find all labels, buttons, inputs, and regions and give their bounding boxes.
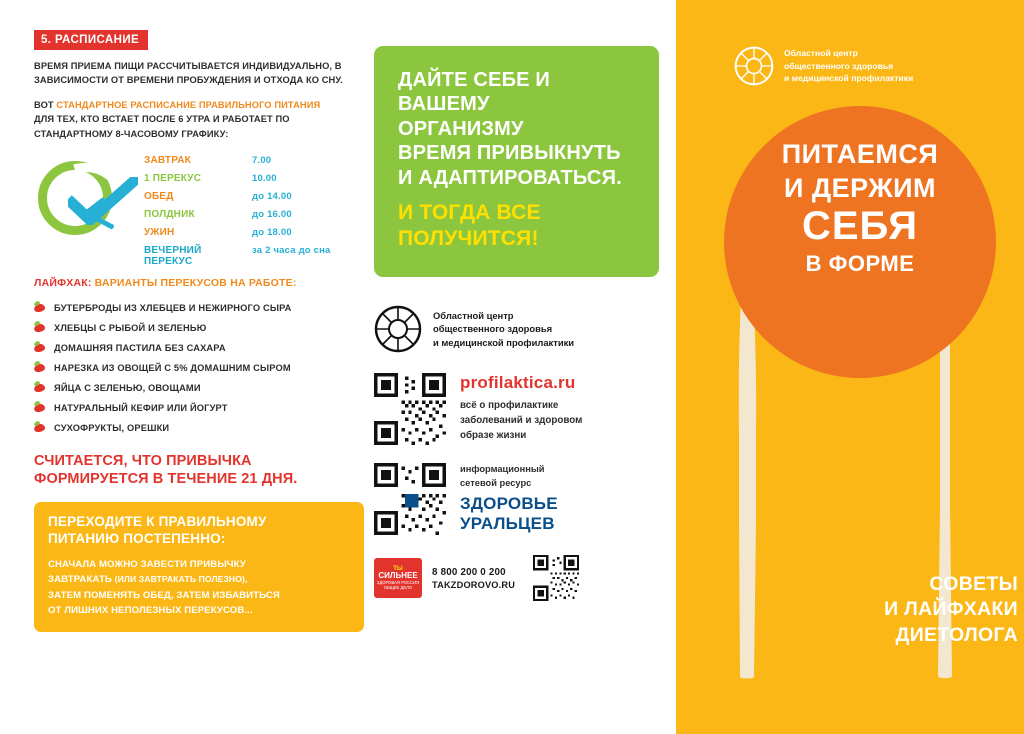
qr-code-icon[interactable] [374, 373, 446, 445]
paragraph-prefix: ВОТ [34, 99, 57, 110]
berry-icon [33, 303, 45, 313]
schedule-row [144, 209, 364, 227]
list-item [34, 338, 364, 358]
callout-text-line-1: СНАЧАЛА МОЖНО ЗАВЕСТИ ПРИВЫЧКУ [48, 559, 246, 571]
badge-sub-label: ЗДОРОВАЯ РОССИЯ ОБЩЕЕ ДЕЛО [376, 580, 420, 591]
motivation-line-4: И АДАПТИРОВАТЬСЯ. [398, 166, 622, 189]
list-item [34, 398, 364, 418]
resource-subtitle-line-1: информационный [460, 464, 545, 475]
motivation-line-1: ДАЙТЕ СЕБЕ И ВАШЕМУ [398, 69, 551, 116]
qr-profilaktica-text [460, 373, 582, 443]
check-icon [68, 177, 138, 225]
callout-text [48, 557, 350, 618]
snack-list [34, 298, 364, 438]
motivation-highlight [398, 200, 639, 251]
callout-text-line-2 [48, 572, 350, 587]
schedule-row [144, 173, 364, 191]
list-item [34, 298, 364, 318]
section-title: 5. РАСПИСАНИЕ [34, 30, 148, 50]
badge-top-label: ТЫ [393, 565, 403, 572]
habit-line-2: ФОРМИРУЕТСЯ В ТЕЧЕНИЕ 21 ДНЯ. [34, 471, 298, 488]
schedule-meal-name: ЗАВТРАК [144, 155, 191, 167]
callout-text-line-4: ОТ ЛИШНИХ НЕПОЛЕЗНЫХ ПЕРЕКУСОВ... [48, 605, 253, 617]
list-item-label: НАРЕЗКА ИЗ ОВОЩЕЙ С 5% ДОМАШНИМ СЫРОМ [54, 363, 291, 374]
middle-column [374, 46, 659, 601]
list-item [34, 318, 364, 338]
cover-subtitle-line-3: ДИЕТОЛОГА [895, 623, 1018, 646]
schedule-meal-time: до 18.00 [252, 227, 292, 239]
cover-title-line-1: ПИТАЕМСЯ [781, 139, 939, 169]
lifehack-heading [34, 277, 364, 289]
list-item [34, 378, 364, 398]
badge-mid-label: СИЛЬНЕЕ [378, 571, 418, 581]
paragraph-tail: ДЛЯ ТЕХ, КТО ВСТАЕТ ПОСЛЕ 6 УТРА И РАБОТАЕТ ПО СТАНДАРТНОМУ 8-ЧАСОВОМУ ГРАФИКУ: [34, 114, 290, 139]
schedule-meal-time: до 16.00 [252, 209, 292, 221]
cover-logo-line-3: и медицинской профилактики [784, 73, 914, 84]
callout-title [48, 514, 350, 548]
schedule-meal-time: 7.00 [252, 155, 272, 167]
callout-title-line-2: ПИТАНИЮ ПОСТЕПЕННО: [48, 531, 226, 547]
berry-icon [33, 343, 45, 353]
list-item-label: ХЛЕБЦЫ С РЫБОЙ И ЗЕЛЕНЬЮ [54, 323, 207, 334]
hotline-phone[interactable]: 8 800 200 0 200 [432, 566, 506, 578]
schedule-row [144, 245, 364, 268]
organization-logo [374, 305, 659, 353]
resource-title-line-1: ЗДОРОВЬЕ [460, 494, 558, 514]
logo-line-2: общественного здоровья [433, 323, 553, 335]
callout-box [34, 502, 364, 632]
list-item [34, 418, 364, 438]
schedule-meal-time: за 2 часа до сна [252, 245, 331, 257]
hotline-block [374, 555, 659, 601]
berry-icon [33, 423, 45, 433]
cover-subtitle-line-1: СОВЕТЫ [929, 573, 1018, 595]
standard-schedule-paragraph [34, 98, 364, 141]
plate-shape [724, 106, 996, 378]
schedule-meal-name: УЖИН [144, 227, 175, 239]
cover-subtitle [806, 572, 1018, 648]
motivation-highlight-1: И ТОГДА ВСЕ [398, 200, 541, 224]
resource-subtitle-line-2: сетевой ресурс [460, 477, 532, 488]
motivation-line-3: ВРЕМЯ ПРИВЫКНУТЬ [398, 142, 621, 165]
ty-silnee-badge [374, 558, 422, 598]
paragraph-highlight: СТАНДАРТНОЕ РАСПИСАНИЕ ПРАВИЛЬНОГО ПИТАНИЯ [56, 99, 321, 110]
schedule-meal-time: до 14.00 [252, 191, 292, 203]
intro-paragraph: ВРЕМЯ ПРИЕМА ПИЩИ РАССЧИТЫВАЕТСЯ ИНДИВИДУАЛЬНО, В ЗАВИСИМОСТИ ОТ ВРЕМЕНИ ПРОБУЖДЕНИЯ И ОТХОДА КО СНУ. [34, 61, 343, 86]
cover-panel [676, 0, 1024, 734]
habit-line-1: СЧИТАЕТСЯ, ЧТО ПРИВЫЧКА [34, 453, 252, 470]
berry-icon [33, 323, 45, 333]
cover-subtitle-line-2: И ЛАЙФХАКИ [884, 598, 1018, 621]
logo-line-3: и медицинской профилактики [433, 336, 575, 348]
list-item-label: НАТУРАЛЬНЫЙ КЕФИР ИЛИ ЙОГУРТ [54, 403, 228, 414]
lifehack-label: ЛАЙФХАК: [34, 277, 95, 290]
qr-code-icon[interactable] [374, 463, 446, 535]
qr-zdorovye-text [460, 463, 558, 533]
website-url[interactable]: profilaktica.ru [460, 373, 576, 393]
list-item [34, 358, 364, 378]
motivation-highlight-2: ПОЛУЧИТСЯ! [398, 226, 539, 250]
cover-title [724, 140, 996, 275]
center-logo-icon [734, 46, 774, 86]
habit-statement [34, 452, 364, 488]
cover-title-line-3: СЕБЯ [801, 204, 919, 249]
list-item-label: ЯЙЦА С ЗЕЛЕНЬЮ, ОВОЩАМИ [54, 383, 201, 394]
website-desc-line-3: образе жизни [460, 429, 527, 441]
motivation-box [374, 46, 659, 277]
list-item-label: СУХОФРУКТЫ, ОРЕШКИ [54, 423, 170, 434]
berry-icon [33, 403, 45, 413]
left-column [34, 30, 364, 710]
cover-logo-line-1: Областной центр [784, 48, 858, 59]
website-description [460, 399, 582, 443]
cover-logo-line-2: общественного здоровья [784, 60, 894, 71]
schedule-meal-name: ПОЛДНИК [144, 209, 195, 221]
qr-code-icon[interactable] [533, 555, 579, 601]
schedule-meal-name: ВЕЧЕРНИЙ ПЕРЕКУС [144, 245, 202, 268]
schedule-list [144, 155, 364, 268]
center-logo-icon [374, 305, 422, 353]
organization-logo-text [433, 309, 574, 350]
cover-logo [734, 46, 913, 86]
resource-title [460, 494, 558, 533]
website-desc-line-1: всё о профилактике [460, 400, 559, 412]
resource-title-line-2: УРАЛЬЦЕВ [460, 513, 555, 533]
berry-icon [33, 383, 45, 393]
hotline-site[interactable]: TAKZDOROVO.RU [432, 579, 516, 590]
lifehack-text: ВАРИАНТЫ ПЕРЕКУСОВ НА РАБОТЕ: [94, 277, 297, 290]
schedule-row [144, 155, 364, 173]
callout-title-line-1: ПЕРЕХОДИТЕ К ПРАВИЛЬНОМУ [48, 514, 267, 530]
schedule-row [144, 227, 364, 245]
qr-block-profilaktica [374, 373, 659, 445]
website-desc-line-2: заболеваний и здоровом [460, 414, 583, 426]
hotline-text [432, 567, 515, 590]
motivation-line-2: ОРГАНИЗМУ [398, 117, 524, 140]
list-item-label: БУТЕРБРОДЫ ИЗ ХЛЕБЦЕВ И НЕЖИРНОГО СЫРА [54, 303, 292, 314]
motivation-text [398, 68, 639, 190]
cover-logo-text [784, 47, 913, 84]
callout-text-small: (ИЛИ ЗАВТРАКАТЬ ПОЛЕЗНО), [114, 574, 248, 585]
schedule-block [34, 155, 364, 267]
schedule-meal-name: 1 ПЕРЕКУС [144, 173, 202, 185]
cover-title-line-2: И ДЕРЖИМ [783, 172, 937, 203]
schedule-meal-time: 10.00 [252, 173, 277, 185]
berry-icon [33, 363, 45, 373]
callout-text-bold: ЗАВТРАКАТЬ [48, 574, 115, 586]
callout-text-line-3: ЗАТЕМ ПОМЕНЯТЬ ОБЕД, ЗАТЕМ ИЗБАВИТЬСЯ [48, 589, 280, 601]
resource-subtitle [460, 463, 558, 490]
schedule-row [144, 191, 364, 209]
cover-title-line-4: В ФОРМЕ [805, 250, 915, 276]
list-item-label: ДОМАШНЯЯ ПАСТИЛА БЕЗ САХАРА [54, 343, 226, 354]
logo-line-1: Областной центр [433, 309, 514, 321]
qr-block-zdorovye [374, 463, 659, 535]
schedule-meal-name: ОБЕД [144, 191, 174, 203]
